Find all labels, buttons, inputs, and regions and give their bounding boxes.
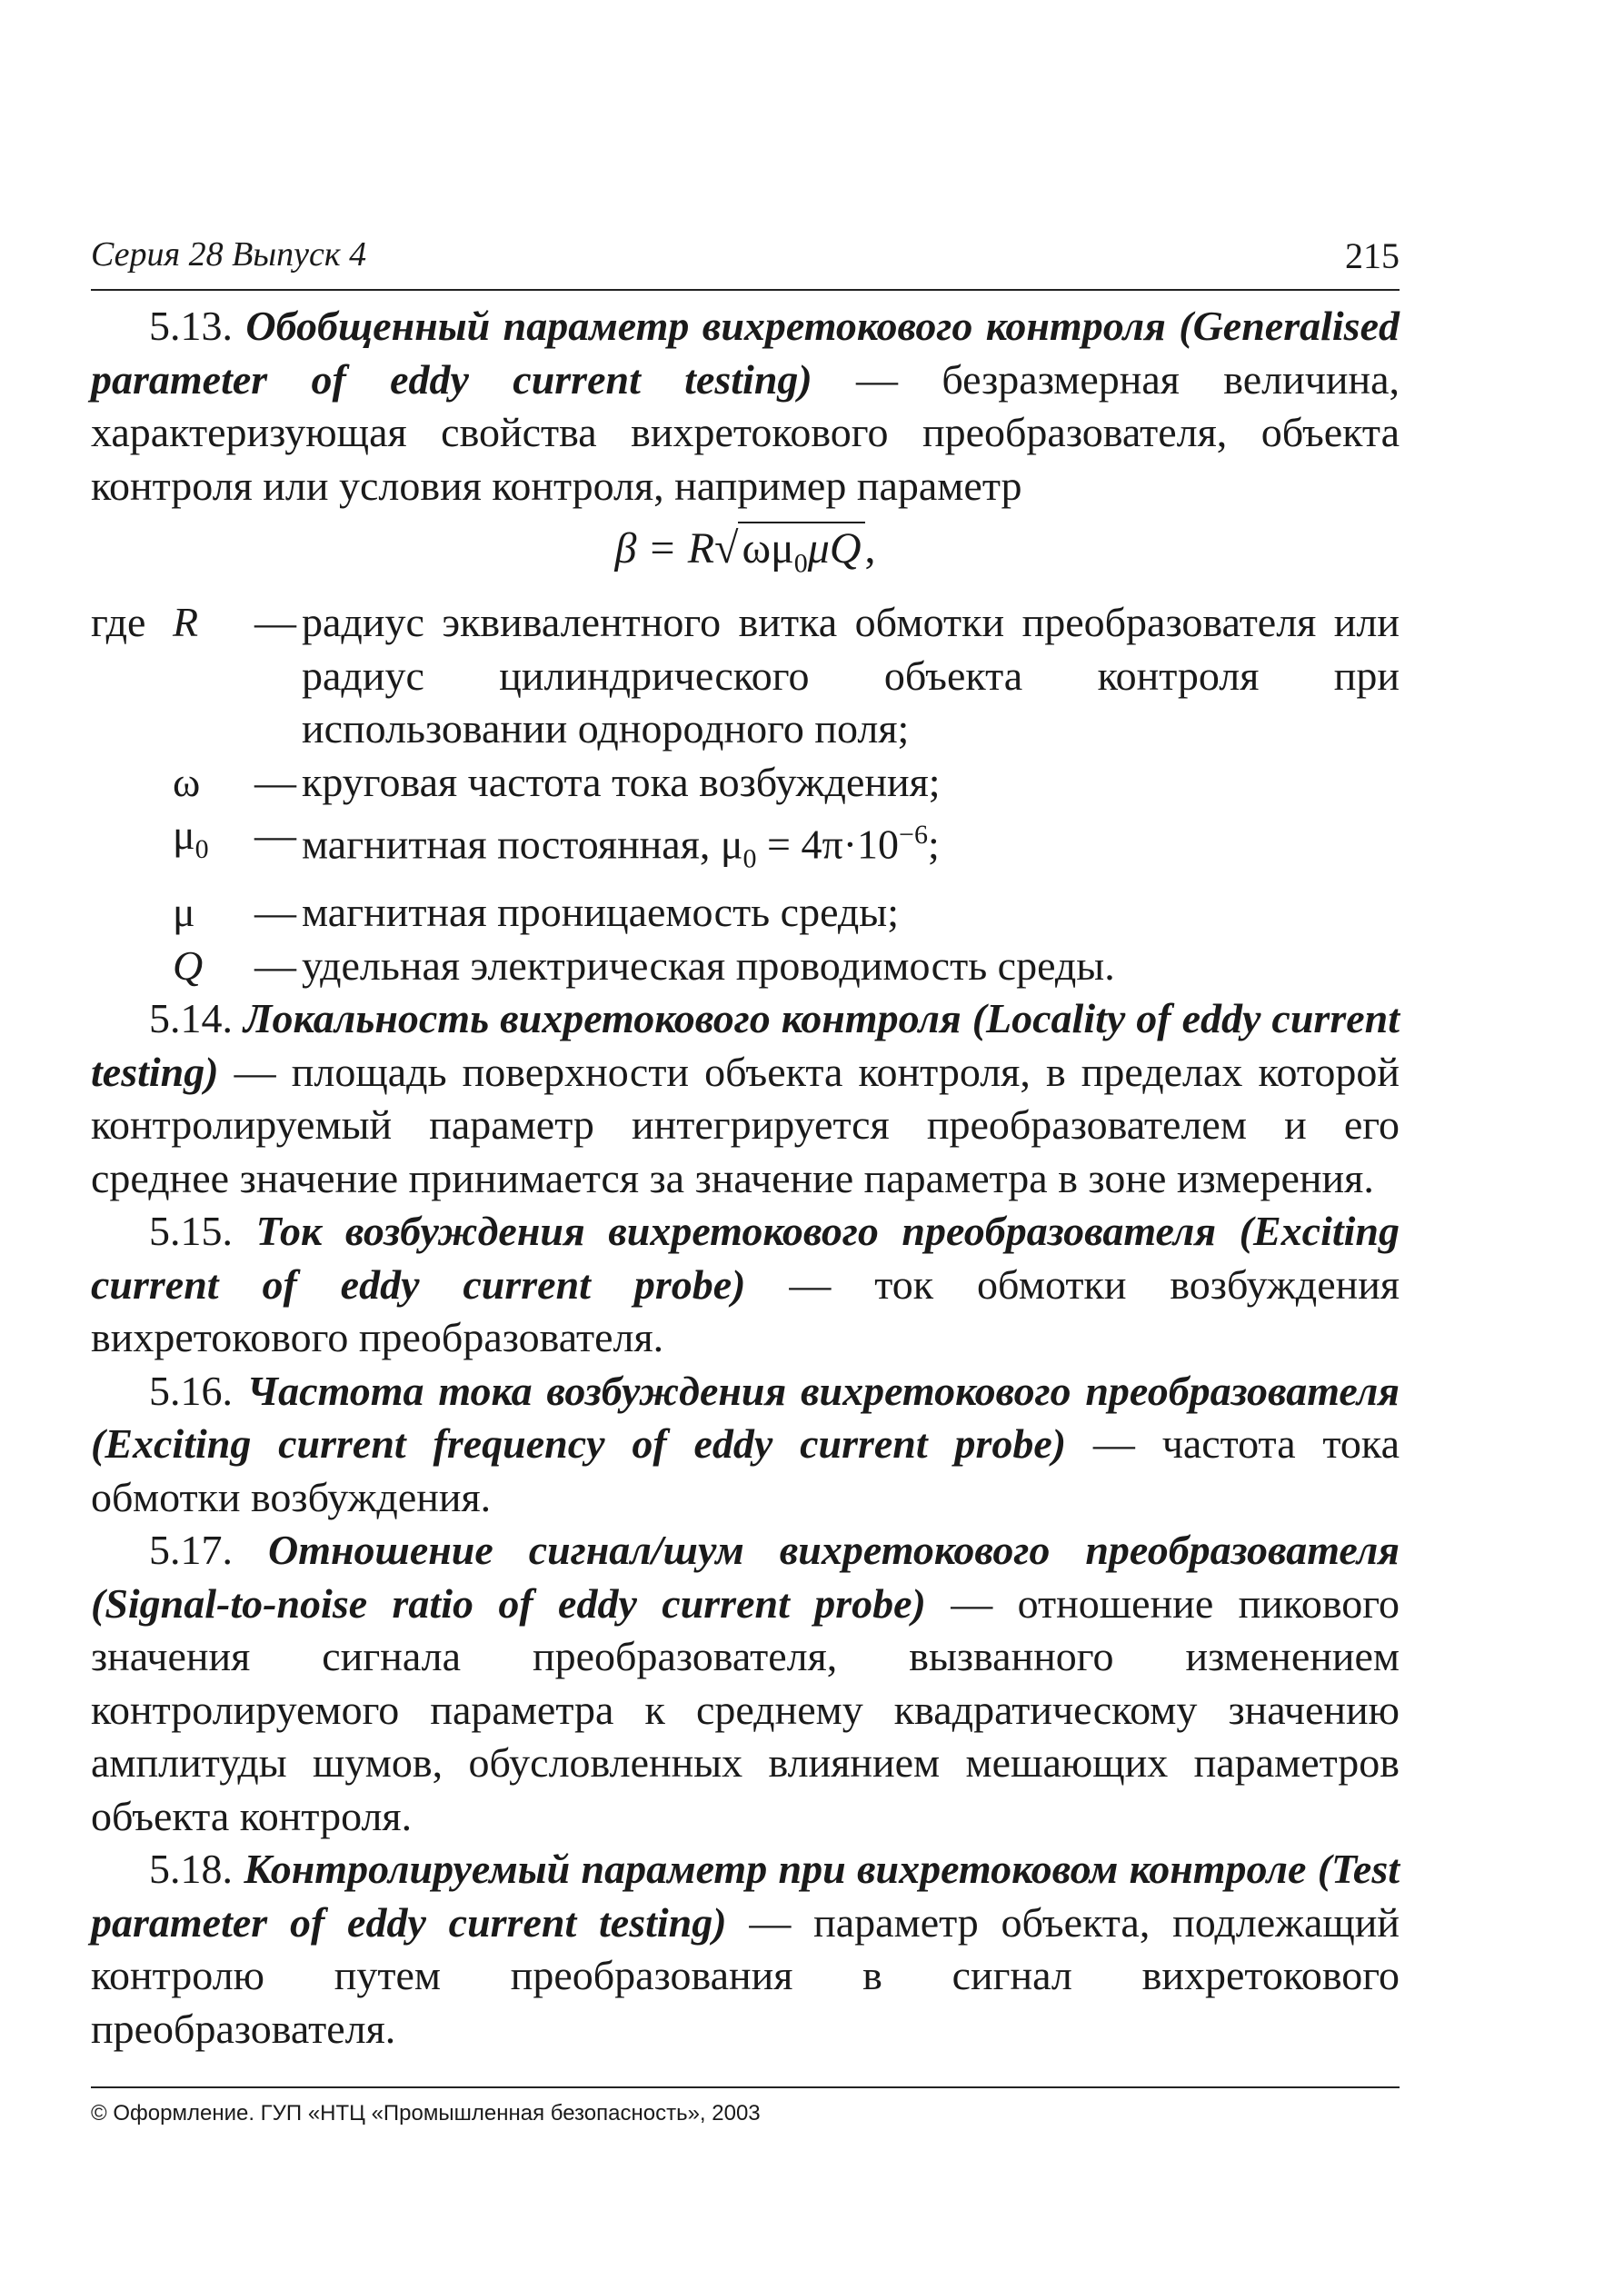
term-definition: — площадь поверхности объекта контроля, в пределах которой контролируемый параметр интегрируется преобразователем и его среднее значение принимается за значение параметра в зоне измерения. [91, 1048, 1400, 1201]
term-definition: — ток обмотки возбуждения вихретокового преобразователя. [91, 1260, 1400, 1361]
legend-row-mu [91, 886, 1400, 940]
legend-symbol: ω [173, 758, 201, 805]
copyright-footer: © Оформление. ГУП «НТЦ «Промышленная безопасность», 2003 [91, 2086, 1400, 2126]
term-number: 5.16. [149, 1367, 233, 1414]
legend-symbol: $\mu_0$ [173, 811, 209, 865]
legend-symbol: R [173, 599, 199, 645]
term-title: Обобщенный параметр вихретокового контроля (Generalised parameter of eddy current testing) [91, 303, 1400, 403]
legend-symbol: μ [173, 889, 195, 936]
series-title: Серия 28 Выпуск 4 [91, 235, 367, 274]
legend-definition: удельная электрическая проводимость среды. [302, 941, 1115, 989]
legend-row-mu0 [91, 809, 1400, 886]
term-title: Контролируемый параметр при вихретоковом контроле (Test parameter of eddy current testing) [91, 1846, 1400, 1946]
legend-definition: магнитная постоянная, $\mu_0 = 4\pi\cdot 10^{-6}$; [302, 820, 940, 874]
term-5-17 [91, 1524, 1400, 1843]
page-header [91, 234, 1400, 291]
legend-definition: круговая частота тока возбуждения; [302, 758, 941, 805]
legend-row-r [91, 596, 1400, 756]
where-legend [91, 596, 1400, 992]
term-definition: — безразмерная величина, характеризующая свойства вихретокового преобразователя, объекта контроля или условия контроля, например параметр [91, 355, 1400, 509]
term-title: Частота тока возбуждения вихретокового преобразователя (Exciting current frequency of eddy current probe) [91, 1367, 1400, 1468]
term-5-18 [91, 1843, 1400, 2056]
term-definition: — параметр объекта, подлежащий контролю путем преобразования в сигнал вихретокового преобразователя. [91, 1898, 1400, 2052]
legend-dash: — [254, 811, 296, 858]
term-number: 5.18. [149, 1846, 233, 1893]
term-5-15 [91, 1205, 1400, 1365]
page-number: 215 [1345, 235, 1400, 276]
legend-dash: — [254, 889, 296, 936]
term-5-13 [91, 300, 1400, 513]
term-number: 5.17. [149, 1527, 233, 1574]
term-number: 5.14. [149, 995, 233, 1042]
term-title: Отношение сигнал/шум вихретокового преобразователя (Signal-to-noise ratio of eddy current probe) [91, 1527, 1400, 1627]
legend-dash: — [254, 758, 296, 805]
legend-symbol: Q [173, 941, 204, 989]
legend-row-q [91, 940, 1400, 993]
term-number: 5.13. [149, 303, 233, 349]
formula-lhs: β = R [614, 524, 715, 572]
term-definition: — отношение пикового значения сигнала преобразователя, вызванного изменением контролируемого параметра к среднему квадратическому значению амплитуды шумов, обусловленных влиянием мешающих параметров объекта контроля. [91, 1579, 1400, 1839]
term-title: Локальность вихретокового контроля (Locality of eddy current testing) [91, 995, 1400, 1095]
term-title: Ток возбуждения вихретокового преобразователя (Exciting current of eddy current probe) [91, 1208, 1400, 1308]
legend-dash: — [254, 941, 296, 989]
term-number: 5.15. [149, 1208, 233, 1255]
formula-radicand: $\omega\mu_0\mu Q$ [738, 522, 864, 590]
term-definition: — частота тока обмотки возбуждения. [91, 1420, 1400, 1520]
sqrt-sign: √ [714, 524, 739, 572]
legend-definition: радиус эквивалентного витка обмотки преобразователя или радиус цилиндрического объекта контроля при использовании однородного поля; [302, 599, 1400, 752]
beta-formula: $\beta = R√\omega\mu_0\mu Q$, [91, 516, 1400, 591]
legend-dash: — [254, 599, 296, 645]
term-5-16 [91, 1365, 1400, 1525]
term-5-14 [91, 992, 1400, 1205]
legend-row-omega [91, 756, 1400, 810]
legend-definition: магнитная проницаемость среды; [302, 889, 899, 936]
where-prefix: где [91, 599, 146, 645]
page-content [91, 300, 1400, 2056]
